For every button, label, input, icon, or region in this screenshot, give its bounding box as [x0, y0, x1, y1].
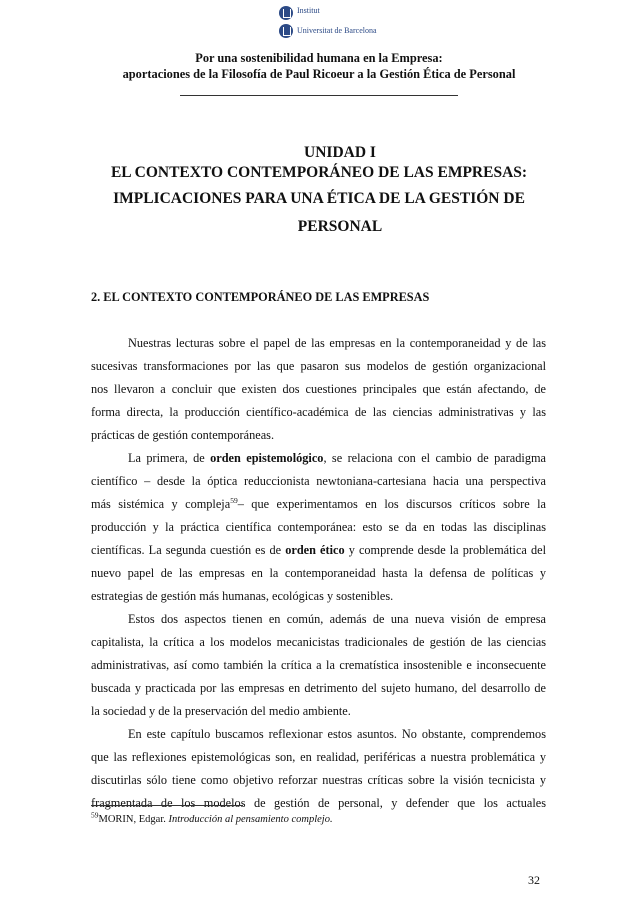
unit-title-line-3: PERSONAL	[297, 218, 383, 235]
body-line: buscada y practicada por las empresas en detrimento del sujeto humano, del desarrollo de	[91, 681, 546, 695]
unit-title-line-2: IMPLICACIONES PARA UNA ÉTICA DE LA GESTIÓN DE	[113, 190, 525, 207]
page-number: 32	[528, 873, 540, 887]
body-line: En este capítulo buscamos reflexionar estos asuntos. No obstante, comprendemos	[128, 727, 546, 741]
body-line: forma directa, la producción científico-académica de las ciencias administrativas y las	[91, 405, 546, 419]
unit-title-line-1: EL CONTEXTO CONTEMPORÁNEO DE LAS EMPRESAS:	[110, 164, 528, 181]
unit-label: UNIDAD I	[304, 144, 376, 161]
emphasis-epistemological: orden epistemológico	[210, 451, 324, 465]
body-line: prácticas de gestión contemporáneas.	[91, 428, 275, 442]
university-logo	[279, 6, 377, 40]
footnote-author: MORIN, Edgar.	[98, 814, 169, 825]
footnote-reference[interactable]: 59	[230, 495, 238, 505]
running-header-line-1: Por una sostenibilidad humana en la Empresa:	[195, 51, 443, 65]
emphasis-ethical: orden ético	[285, 543, 345, 557]
body-line: fragmentada de los modelos de gestión de personal, y defender que los actuales	[91, 796, 546, 810]
running-header-line-2: aportaciones de la Filosofía de Paul Ricoeur a la Gestión Ética de Personal	[122, 67, 516, 81]
footnote-number: 59	[91, 810, 99, 820]
footnote-rule	[91, 805, 243, 806]
body-line: administrativas, así como también la crítica a la crematística insostenible e inconsecuente	[91, 658, 546, 672]
body-line: sucesivas transformaciones por las que pasaron sus modelos de gestión organizacional	[91, 359, 546, 373]
body-line: La primera, de orden epistemológico, se relaciona con el cambio de paradigma	[128, 451, 546, 465]
body-line: nos llevaron a concluir que existen dos cuestiones principales que están afectando, de	[91, 382, 546, 396]
body-line: producción y la práctica científica contemporánea: esto se da en todas las disciplinas	[91, 520, 546, 534]
body-line: Estos dos aspectos tienen en común, además de una nueva visión de empresa	[128, 612, 546, 626]
header-rule	[180, 95, 458, 96]
body-line: científico – desde la óptica reduccionista newtoniana-cartesiana hacia una perspectiva	[91, 474, 546, 488]
body-line: Nuestras lecturas sobre el papel de las empresas en la contemporaneidad y de las	[128, 336, 546, 350]
footnote	[91, 810, 333, 825]
body-line: más sistémica y compleja$^{59}$– que experimentamos en los discursos críticos sobre la	[91, 495, 546, 511]
logo-line-2: Universitat de Barcelona	[297, 26, 377, 35]
body-line: capitalista, la crítica a los modelos mecanicistas tradicionales de gestión de las ciencias	[91, 635, 546, 649]
body-line: científicas. La segunda cuestión es de orden ético y comprende desde la problemática del	[91, 543, 546, 557]
body-line: que las reflexiones epistemológicas son, en realidad, periféricas a nuestra problemática y	[91, 750, 546, 764]
body-line: discutirlas sólo tiene como objetivo reforzar nuestras críticas sobre la visión tecnicista y	[91, 773, 546, 787]
body-line: estrategias de gestión más humanas, ecológicas y sostenibles.	[91, 589, 394, 603]
body-line: nuevo papel de las empresas en la contemporaneidad hasta la defensa de políticas y	[91, 566, 546, 580]
ub-logo-icon	[279, 6, 293, 40]
body-line: la sociedad y de la preservación del medio ambiente.	[91, 704, 351, 718]
section-heading: 2. EL CONTEXTO CONTEMPORÁNEO DE LAS EMPRESAS	[91, 290, 430, 304]
footnote-title: Introducción al pensamiento complejo.	[168, 814, 333, 825]
logo-line-1: Institut	[297, 6, 320, 15]
